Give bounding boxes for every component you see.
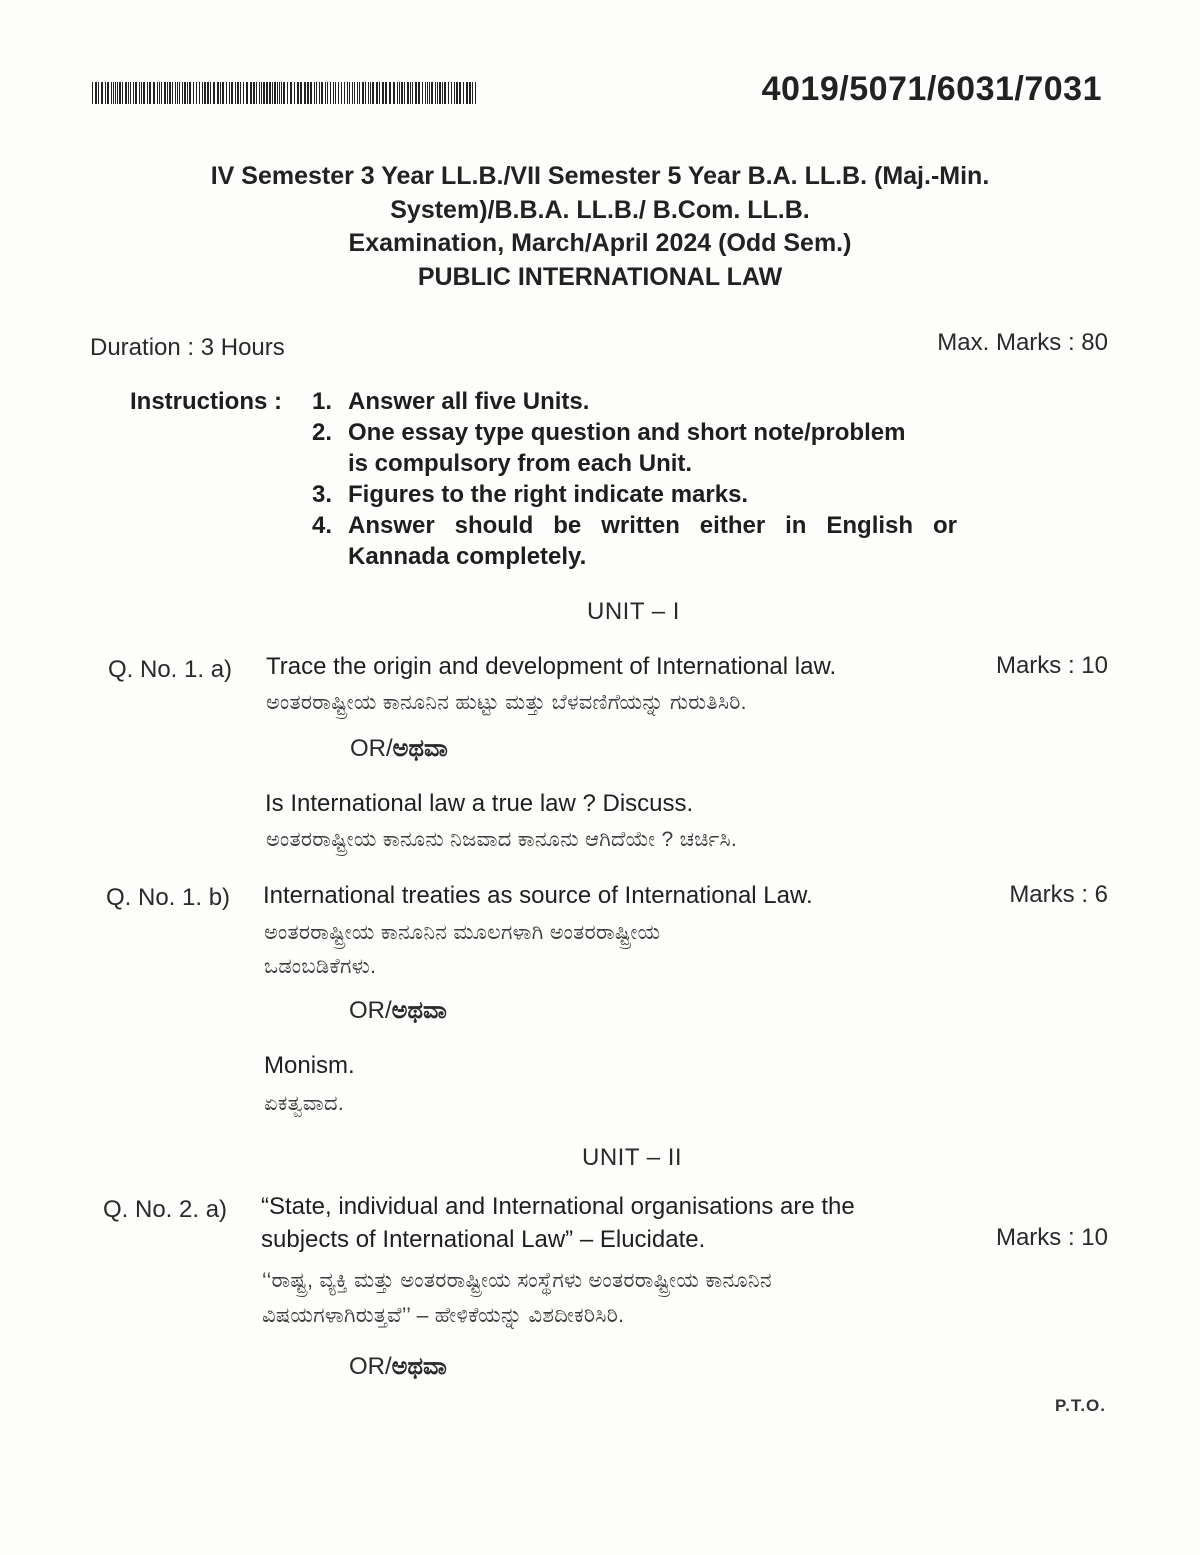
barcode-bar — [130, 82, 131, 104]
barcode-bar — [207, 82, 209, 104]
barcode-bar — [250, 82, 252, 104]
instruction-number: 1. — [312, 388, 333, 415]
barcode-bar — [393, 82, 395, 104]
barcode-bar — [204, 82, 206, 104]
subject-title: PUBLIC INTERNATIONAL LAW — [417, 263, 783, 291]
barcode-bar — [283, 82, 285, 104]
question-number: Q. No. 1. a) — [108, 656, 233, 683]
barcode-bar — [269, 82, 271, 104]
barcode-bar — [475, 82, 476, 104]
barcode-bar — [149, 82, 151, 104]
barcode-bar — [435, 82, 436, 104]
barcode-bar — [220, 82, 221, 104]
barcode-bar — [272, 82, 273, 104]
barcode-bar — [365, 82, 366, 104]
barcode-bar — [147, 82, 148, 104]
exam-title-line-2: System)/B.B.A. LL.B./ B.Com. LL.B. — [390, 196, 810, 224]
barcode-bar — [98, 82, 99, 104]
barcode-bar — [431, 82, 433, 104]
barcode-bar — [125, 82, 127, 104]
please-turn-over: P.T.O. — [1054, 1396, 1106, 1415]
question-text-en: “State, individual and International organisations are the — [261, 1193, 855, 1220]
question-text-kn: ‘‘ರಾಷ್ಟ್ರ, ವ್ಯಕ್ತಿ ಮತ್ತು ಅಂತರರಾಷ್ಟ್ರೀಯ ಸಂಸ್ಥೆಗಳು ಅಂತರರಾಷ್ಟ್ರೀಯ ಕಾನೂನಿನ — [262, 1269, 772, 1292]
barcode-bar — [310, 82, 312, 104]
instruction-number: 4. — [312, 512, 333, 539]
barcode-bar — [213, 82, 215, 104]
barcode-bar — [335, 82, 336, 104]
barcode-bar — [202, 82, 203, 104]
barcode-bar — [327, 82, 328, 104]
question-text-kn: ವಿಷಯಗಳಾಗಿರುತ್ತವೆ’’ – ಹೇಳಿಕೆಯನ್ನು ವಿಶದೀಕರಿಸಿರಿ. — [262, 1304, 625, 1327]
instruction-text: Figures to the right indicate marks. — [348, 481, 749, 508]
barcode-bar — [319, 82, 320, 104]
barcode-bar — [119, 82, 121, 104]
barcode-bar — [259, 82, 260, 104]
barcode-bar — [407, 82, 409, 104]
barcode-bar — [177, 82, 178, 104]
or-separator: OR/ಅಥವಾ — [349, 997, 447, 1024]
barcode-bar — [256, 82, 257, 104]
barcode-bar — [466, 82, 468, 104]
barcode-bar — [300, 82, 302, 104]
barcode-bar — [347, 82, 348, 104]
exam-title-line-3: Examination, March/April 2024 (Odd Sem.) — [348, 229, 852, 257]
instruction-text-continued: Kannada completely. — [348, 543, 587, 570]
question-text-en: Monism. — [264, 1052, 355, 1079]
barcode-bar — [418, 82, 420, 104]
barcode-bar — [113, 82, 114, 104]
barcode-bar — [193, 82, 194, 104]
barcode-bar — [404, 82, 405, 104]
barcode-bar — [135, 82, 137, 104]
barcode-bar — [410, 82, 411, 104]
barcode-bar — [341, 82, 342, 104]
barcode-bar — [153, 82, 155, 104]
barcode-bar — [382, 82, 384, 104]
barcode-bar — [253, 82, 255, 104]
instruction-number: 2. — [312, 419, 333, 446]
question-marks: Marks : 6 — [1009, 881, 1108, 908]
barcode-bar — [469, 82, 471, 104]
barcode-bar — [277, 82, 278, 104]
barcode-bar — [333, 82, 334, 104]
barcode-bar — [472, 82, 473, 104]
barcode-bar — [231, 82, 233, 104]
barcode-bar — [92, 82, 93, 104]
barcode-bar — [175, 82, 176, 104]
question-text-en: Trace the origin and development of International law. — [266, 653, 837, 680]
question-number: Q. No. 1. b) — [106, 884, 231, 911]
barcode-bar — [266, 82, 268, 104]
barcode-bar — [362, 82, 364, 104]
barcode-bar — [316, 82, 317, 104]
instructions-label: Instructions : — [130, 388, 283, 415]
instruction-item — [312, 479, 957, 510]
barcode-bar — [344, 82, 345, 104]
barcode-bar — [117, 82, 118, 104]
barcode-bar — [196, 82, 197, 104]
question-text-kn: ಅಂತರರಾಷ್ಟ್ರೀಯ ಕಾನೂನಿನ ಹುಟ್ಟು ಮತ್ತು ಬೆಳವಣಿಗೆಯನ್ನು ಗುರುತಿಸಿರಿ. — [266, 691, 747, 714]
barcode-bar — [338, 82, 339, 104]
barcode-bar — [235, 82, 236, 104]
barcode-bar — [354, 82, 355, 104]
or-separator: OR/ಅಥವಾ — [350, 735, 448, 762]
barcode-bar — [422, 82, 423, 104]
barcode-bar — [199, 82, 200, 104]
or-separator: OR/ಅಥವಾ — [349, 1353, 447, 1380]
barcode-bar — [359, 82, 360, 104]
barcode-bar — [159, 82, 160, 104]
barcode-bar — [128, 82, 129, 104]
barcode-bar — [107, 82, 109, 104]
barcode-bar — [164, 82, 166, 104]
instruction-text: Answer all five Units. — [348, 388, 590, 415]
barcode — [92, 82, 480, 104]
instruction-text: One essay type question and short note/problem — [348, 419, 906, 446]
question-number: Q. No. 2. a) — [103, 1196, 228, 1223]
barcode-bar — [304, 82, 306, 104]
barcode-bar — [222, 82, 224, 104]
barcode-bar — [454, 82, 455, 104]
instruction-item — [312, 510, 957, 572]
barcode-bar — [217, 82, 219, 104]
barcode-bar — [448, 82, 449, 104]
barcode-bar — [226, 82, 227, 104]
barcode-bar — [325, 82, 326, 104]
question-marks: Marks : 10 — [995, 1224, 1108, 1251]
barcode-bar — [399, 82, 400, 104]
barcode-bar — [287, 82, 288, 104]
barcode-bar — [161, 82, 162, 104]
barcode-bar — [330, 82, 331, 104]
barcode-bar — [379, 82, 380, 104]
question-text-kn: ಏಕತ್ವವಾದ. — [264, 1092, 344, 1115]
barcode-bar — [376, 82, 378, 104]
instruction-number: 3. — [312, 481, 333, 508]
barcode-bar — [240, 82, 241, 104]
barcode-bar — [229, 82, 230, 104]
barcode-bar — [281, 82, 282, 104]
barcode-bar — [352, 82, 353, 104]
barcode-bar — [246, 82, 248, 104]
barcode-bar — [237, 82, 239, 104]
duration: Duration : 3 Hours — [90, 334, 285, 361]
barcode-bar — [357, 82, 358, 104]
question-text-en: subjects of International Law” – Elucidate. — [261, 1226, 706, 1253]
barcode-bar — [463, 82, 464, 104]
barcode-bar — [172, 82, 173, 104]
max-marks: Max. Marks : 80 — [937, 329, 1108, 356]
barcode-bar — [294, 82, 295, 104]
barcode-bar — [372, 82, 374, 104]
barcode-bar — [459, 82, 461, 104]
barcode-bar — [349, 82, 350, 104]
barcode-bar — [139, 82, 140, 104]
barcode-bar — [415, 82, 417, 104]
question-text-kn: ಅಂತರರಾಷ್ಟ್ರೀಯ ಕಾನೂನಿನ ಮೂಲಗಳಾಗಿ ಅಂತರರಾಷ್ಟ್ರೀಯ — [264, 921, 661, 944]
barcode-bar — [456, 82, 458, 104]
barcode-bar — [427, 82, 428, 104]
barcode-bar — [157, 82, 158, 104]
barcode-bar — [133, 82, 134, 104]
barcode-bar — [210, 82, 211, 104]
barcode-bar — [412, 82, 413, 104]
barcode-bar — [115, 82, 116, 104]
barcode-bar — [143, 82, 145, 104]
barcode-bar — [122, 82, 123, 104]
barcode-bar — [425, 82, 426, 104]
barcode-bar — [263, 82, 265, 104]
barcode-bar — [290, 82, 292, 104]
barcode-bar — [401, 82, 403, 104]
barcode-bar — [297, 82, 299, 104]
barcode-bar — [439, 82, 441, 104]
barcode-bar — [385, 82, 387, 104]
barcode-bar — [95, 82, 97, 104]
barcode-bar — [429, 82, 430, 104]
barcode-bar — [141, 82, 142, 104]
barcode-bar — [370, 82, 371, 104]
barcode-bar — [451, 82, 452, 104]
barcode-bar — [321, 82, 323, 104]
barcode-bar — [314, 82, 315, 104]
exam-title-line-1: IV Semester 3 Year LL.B./VII Semester 5 Year B.A. LL.B. (Maj.-Min. — [210, 162, 990, 190]
barcode-bar — [111, 82, 112, 104]
barcode-bar — [179, 82, 180, 104]
instruction-text: Answer should be written either in English or — [348, 512, 957, 539]
barcode-bar — [444, 82, 446, 104]
barcode-bar — [167, 82, 168, 104]
instruction-item — [312, 417, 957, 479]
barcode-bar — [187, 82, 188, 104]
question-text-kn: ಅಂತರರಾಷ್ಟ್ರೀಯ ಕಾನೂನು ನಿಜವಾದ ಕಾನೂನು ಆಗಿದೆಯೇ ? ಚರ್ಚಿಸಿ. — [266, 828, 738, 851]
instruction-item — [312, 386, 957, 417]
instruction-text-continued: is compulsory from each Unit. — [348, 450, 693, 477]
unit-heading: UNIT – I — [587, 598, 680, 625]
barcode-bar — [169, 82, 171, 104]
barcode-bar — [261, 82, 262, 104]
question-text-en: Is International law a true law ? Discuss. — [265, 790, 694, 817]
barcode-bar — [105, 82, 106, 104]
barcode-bar — [182, 82, 183, 104]
barcode-bar — [101, 82, 103, 104]
barcode-bar — [243, 82, 244, 104]
barcode-bar — [279, 82, 280, 104]
barcode-bar — [442, 82, 443, 104]
barcode-bar — [437, 82, 438, 104]
barcode-bar — [184, 82, 186, 104]
barcode-bar — [274, 82, 276, 104]
barcode-bar — [189, 82, 191, 104]
question-text-kn: ಒಡಂಬಡಿಕೆಗಳು. — [264, 955, 377, 978]
question-text-en: International treaties as source of International Law. — [263, 882, 813, 909]
barcode-bar — [307, 82, 309, 104]
barcode-bar — [389, 82, 391, 104]
paper-code: 4019/5071/6031/7031 — [761, 70, 1102, 108]
barcode-bar — [368, 82, 369, 104]
unit-heading: UNIT – II — [582, 1144, 683, 1171]
barcode-bar — [397, 82, 398, 104]
question-marks: Marks : 10 — [995, 652, 1108, 679]
